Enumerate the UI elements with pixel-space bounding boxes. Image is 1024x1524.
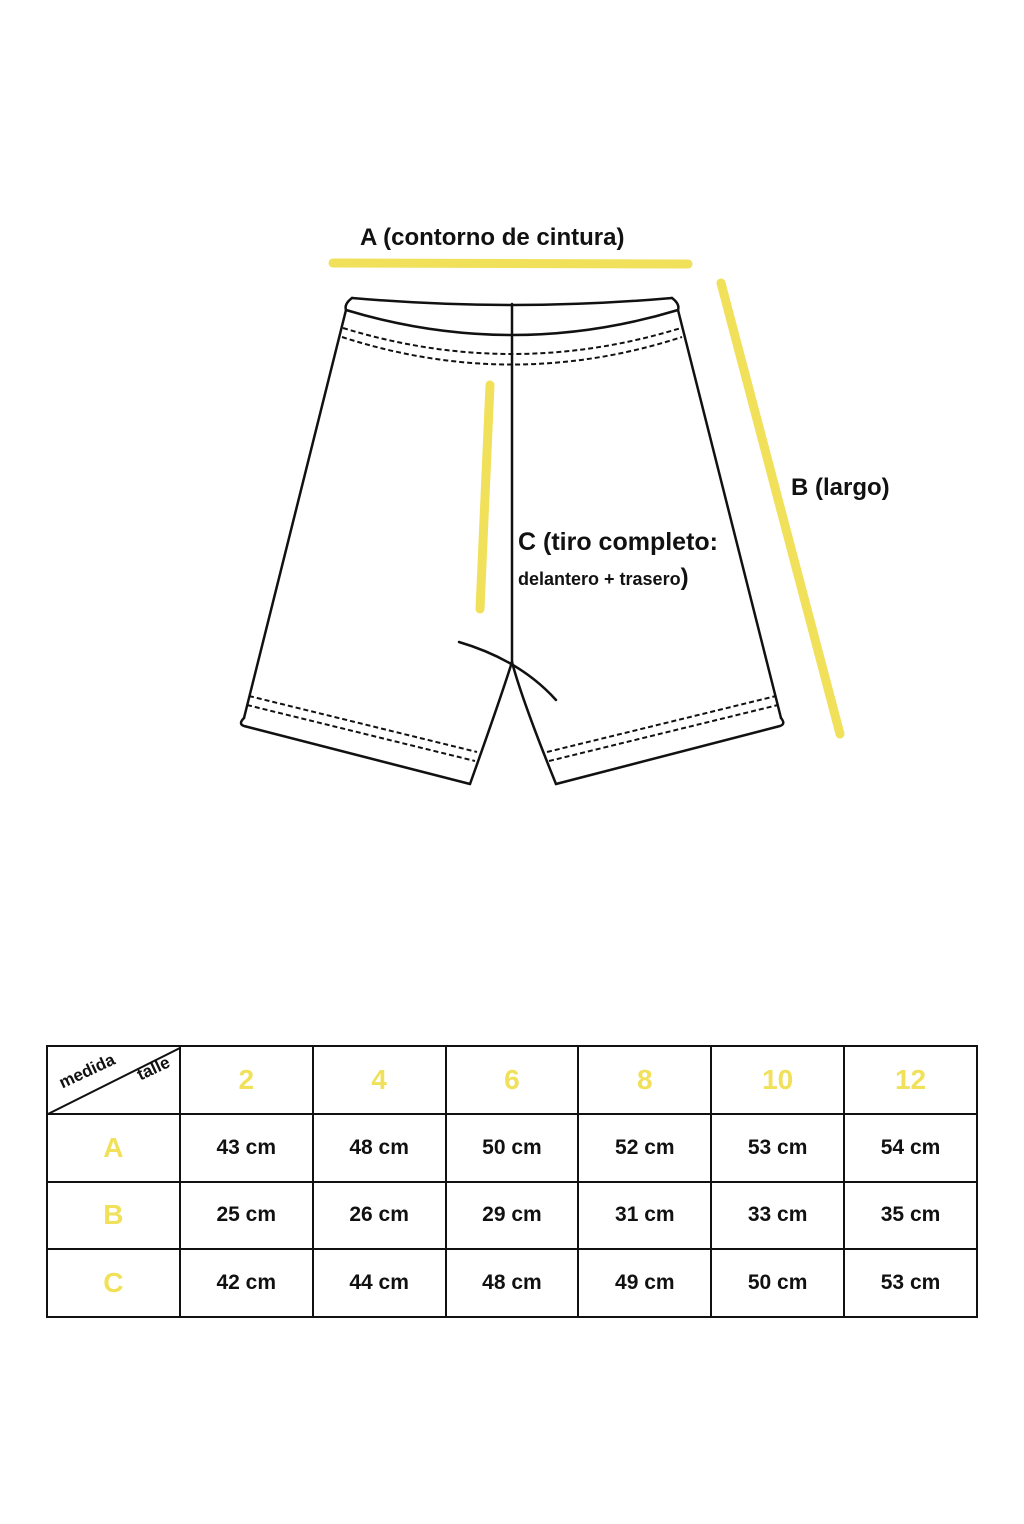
measure-header: C <box>47 1249 180 1317</box>
label-rise-c-close: ) <box>680 564 689 591</box>
measure-line-b <box>721 283 840 734</box>
label-waist-a: A (contorno de cintura) <box>360 224 625 251</box>
measure-header: B <box>47 1182 180 1250</box>
table-cell: 48 cm <box>446 1249 579 1317</box>
size-header: 12 <box>844 1046 977 1114</box>
table-cell: 50 cm <box>446 1114 579 1182</box>
table-corner-cell <box>47 1046 180 1114</box>
table-row <box>47 1249 977 1317</box>
measure-header: A <box>47 1114 180 1182</box>
measure-line-a <box>333 263 688 264</box>
size-header: 6 <box>446 1046 579 1114</box>
table-cell: 31 cm <box>578 1182 711 1250</box>
label-rise-c: C (tiro completo: <box>518 528 718 556</box>
table-cell: 35 cm <box>844 1182 977 1250</box>
label-length-b: B (largo) <box>791 474 890 501</box>
table-cell: 29 cm <box>446 1182 579 1250</box>
label-rise-c-detail-text: delantero + trasero <box>518 569 681 589</box>
size-header: 10 <box>711 1046 844 1114</box>
table-cell: 53 cm <box>844 1249 977 1317</box>
size-header: 2 <box>180 1046 313 1114</box>
corner-label-talle: talle <box>134 1052 173 1085</box>
table-cell: 49 cm <box>578 1249 711 1317</box>
table-cell: 54 cm <box>844 1114 977 1182</box>
size-header: 4 <box>313 1046 446 1114</box>
table-cell: 43 cm <box>180 1114 313 1182</box>
size-chart-table <box>46 1045 978 1318</box>
table-cell: 33 cm <box>711 1182 844 1250</box>
table-cell: 44 cm <box>313 1249 446 1317</box>
table-cell: 53 cm <box>711 1114 844 1182</box>
table-row <box>47 1182 977 1250</box>
label-rise-c-detail <box>518 564 689 592</box>
size-header: 8 <box>578 1046 711 1114</box>
table-row <box>47 1114 977 1182</box>
measure-line-c <box>480 385 490 609</box>
table-cell: 25 cm <box>180 1182 313 1250</box>
table-header-row <box>47 1046 977 1114</box>
corner-label-medida: medida <box>56 1049 118 1093</box>
table-cell: 48 cm <box>313 1114 446 1182</box>
table-cell: 52 cm <box>578 1114 711 1182</box>
table-cell: 50 cm <box>711 1249 844 1317</box>
table-cell: 42 cm <box>180 1249 313 1317</box>
table-cell: 26 cm <box>313 1182 446 1250</box>
